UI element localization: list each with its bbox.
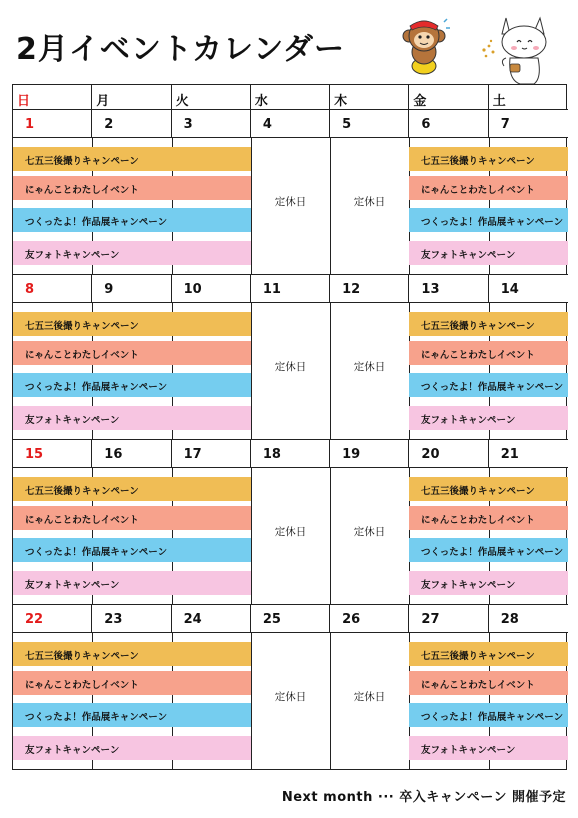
date-cell: 14 [500,282,519,297]
event-bar: つくったよ！作品展キャンペーン [13,538,251,562]
date-cell: 13 [409,275,488,302]
date-cell: 15 [13,440,92,467]
week-3-dates [13,440,568,468]
date-cell: 11 [251,275,330,302]
event-bar: 友フォトキャンペーン [13,406,251,430]
event-bar: つくったよ！作品展キャンペーン [13,208,251,232]
event-bar: 七五三後撮りキャンペーン [409,477,568,501]
date-cell: 8 [13,275,92,302]
event-bar: 友フォトキャンペーン [13,571,251,595]
event-bar: 七五三後撮りキャンペーン [409,642,568,666]
weekday-wed: 水 [251,85,330,109]
event-bar: つくったよ！作品展キャンペーン [13,703,251,727]
date-cell: 4 [251,110,330,137]
week-3-events [13,468,568,605]
week-2-events [13,303,568,440]
date-cell: 26 [330,605,409,632]
week-4-events [13,633,568,770]
event-bar: にゃんことわたしイベント [409,176,568,200]
next-month-note: Next month ··· 卒入キャンペーン 開催予定 [281,790,566,805]
event-bar: つくったよ！作品展キャンペーン [409,538,568,562]
date-cell: 2 [92,110,171,137]
week-1-dates [13,110,568,138]
date-cell: 6 [409,110,488,137]
date-cell: 3 [172,110,251,137]
weekday-tue: 火 [172,85,251,109]
cat-illustration [480,8,562,90]
event-bar: つくったよ！作品展キャンペーン [409,703,568,727]
event-bar: 友フォトキャンペーン [409,406,568,430]
closed-day-label: 定休日 [274,526,307,538]
date-cell: 16 [92,440,171,467]
event-bar: 七五三後撮りキャンペーン [13,642,251,666]
event-bar: 友フォトキャンペーン [409,571,568,595]
event-calendar [12,84,567,770]
weekday-thu: 木 [330,85,409,109]
event-bar: にゃんことわたしイベント [13,506,251,530]
week-4-dates [13,605,568,633]
event-bar: 友フォトキャンペーン [409,736,568,760]
event-bar: つくったよ！作品展キャンペーン [409,373,568,397]
closed-day-label: 定休日 [353,691,386,703]
date-cell: 25 [251,605,330,632]
event-bar: 七五三後撮りキャンペーン [13,312,251,336]
closed-day-label: 定休日 [274,691,307,703]
event-bar: 七五三後撮りキャンペーン [409,147,568,171]
event-bar: 友フォトキャンペーン [13,241,251,265]
date-cell: 17 [172,440,251,467]
closed-day-label: 定休日 [353,196,386,208]
date-cell: 22 [13,605,92,632]
event-bar: 七五三後撮りキャンペーン [409,312,568,336]
weekday-header [13,85,568,110]
event-bar: にゃんことわたしイベント [409,506,568,530]
weekday-fri: 金 [409,85,488,109]
monkey-illustration [398,16,450,78]
weekday-mon: 月 [92,85,171,109]
date-cell: 1 [13,110,92,137]
date-cell: 10 [172,275,251,302]
closed-day-label: 定休日 [353,526,386,538]
weekday-sun: 日 [13,85,92,109]
event-bar: つくったよ！作品展キャンペーン [409,208,568,232]
week-2-dates [13,275,568,303]
date-cell: 7 [500,117,510,132]
date-cell: 27 [409,605,488,632]
date-cell: 23 [92,605,171,632]
event-bar: 七五三後撮りキャンペーン [13,147,251,171]
event-bar: にゃんことわたしイベント [409,671,568,695]
weekday-sat: 土 [492,94,506,109]
date-cell: 9 [92,275,171,302]
event-bar: 七五三後撮りキャンペーン [13,477,251,501]
date-cell: 20 [409,440,488,467]
event-bar: にゃんことわたしイベント [13,671,251,695]
event-bar: にゃんことわたしイベント [13,341,251,365]
event-bar: にゃんことわたしイベント [409,341,568,365]
event-bar: にゃんことわたしイベント [13,176,251,200]
date-cell: 24 [172,605,251,632]
closed-day-label: 定休日 [274,361,307,373]
week-1-events [13,138,568,275]
event-bar: 友フォトキャンペーン [409,241,568,265]
closed-day-label: 定休日 [274,196,307,208]
date-cell: 19 [330,440,409,467]
date-cell: 28 [500,612,519,627]
closed-day-label: 定休日 [353,361,386,373]
event-bar: つくったよ！作品展キャンペーン [13,373,251,397]
date-cell: 12 [330,275,409,302]
date-cell: 18 [251,440,330,467]
event-bar: 友フォトキャンペーン [13,736,251,760]
page-title: 2月イベントカレンダー [16,32,346,67]
date-cell: 5 [330,110,409,137]
date-cell: 21 [500,447,519,462]
